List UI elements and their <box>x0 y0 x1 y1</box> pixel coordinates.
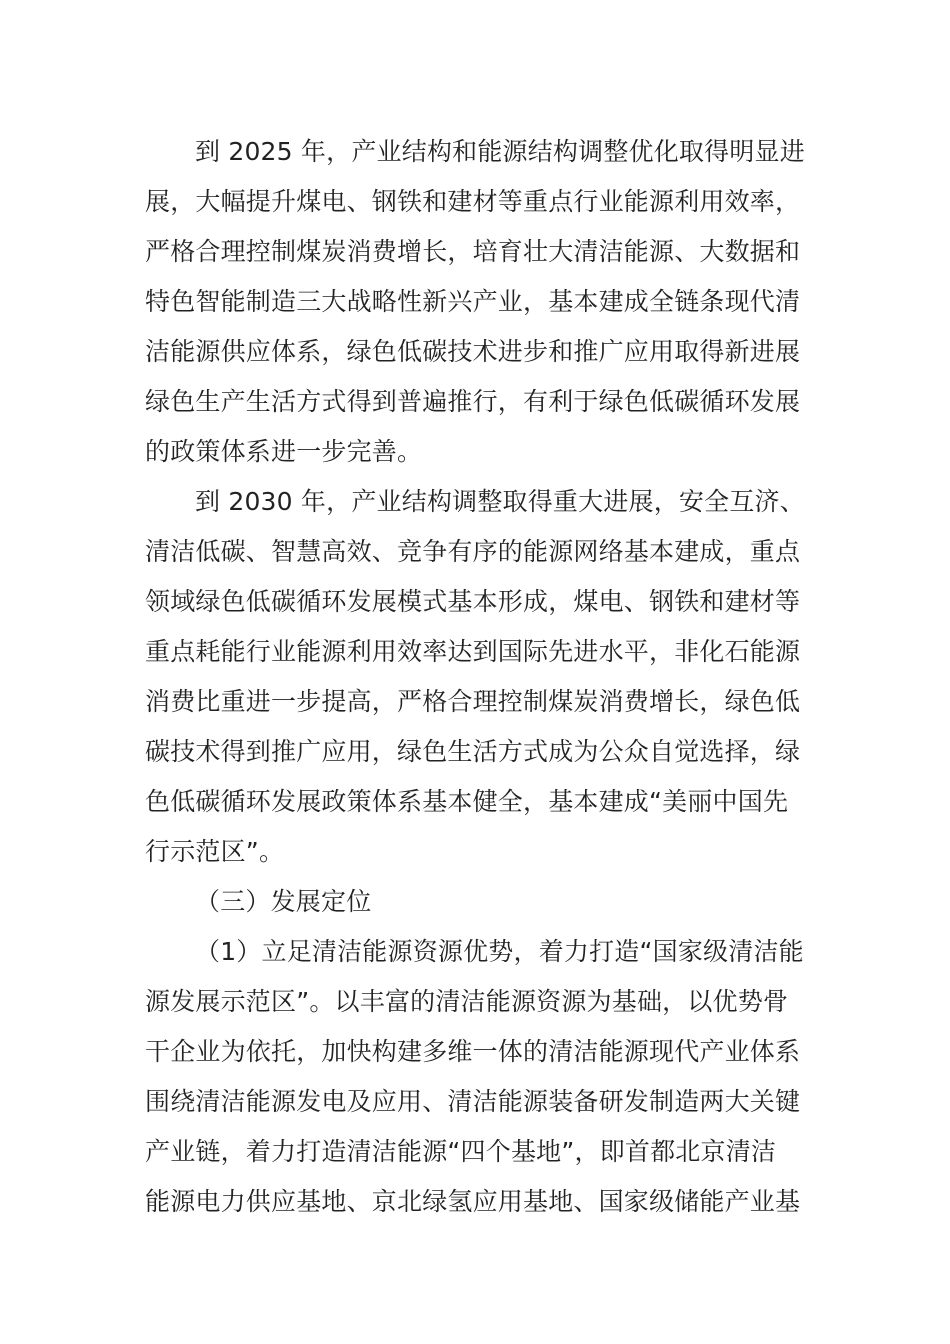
paragraph-1-line-5: 产业链，着力打造清洁能源“四个基地”，即首都北京清洁 <box>145 1137 777 1166</box>
paragraph-2030-line-2: 清洁低碳、智慧高效、竞争有序的能源网络基本建成，重点 <box>145 537 801 566</box>
paragraph-2030-line-5: 消费比重进一步提高，严格合理控制煤炭消费增长，绿色低 <box>145 687 801 716</box>
paragraph-2030-line-3: 领域绿色低碳循环发展模式基本形成，煤电、钢铁和建材等 <box>145 587 801 616</box>
paragraph-2025-line-2: 展，大幅提升煤电、钢铁和建材等重点行业能源利用效率， <box>145 187 801 216</box>
paragraph-2025-line-3: 严格合理控制煤炭消费增长，培育壮大清洁能源、大数据和 <box>145 237 801 266</box>
paragraph-2025-line-4: 特色智能制造三大战略性新兴产业，基本建成全链条现代清 <box>145 287 801 316</box>
paragraph-1-line-3: 干企业为依托，加快构建多维一体的清洁能源现代产业体系 <box>145 1037 801 1066</box>
paragraph-1-line-4: 围绕清洁能源发电及应用、清洁能源装备研发制造两大关键 <box>145 1087 801 1116</box>
paragraph-2030-line-7: 色低碳循环发展政策体系基本健全，基本建成“美丽中国先 <box>145 787 789 816</box>
paragraph-2030-line-8: 行示范区”。 <box>145 837 285 866</box>
paragraph-2030-line-6: 碳技术得到推广应用，绿色生活方式成为公众自觉选择，绿 <box>145 737 801 766</box>
paragraph-1-line-6: 能源电力供应基地、京北绿氢应用基地、国家级储能产业基 <box>145 1187 801 1216</box>
paragraph-1-line-1: （1）立足清洁能源资源优势，着力打造“国家级清洁能 <box>195 937 804 966</box>
paragraph-2025-line-7: 的政策体系进一步完善。 <box>145 437 423 466</box>
paragraph-1-line-2: 源发展示范区”。以丰富的清洁能源资源为基础，以优势骨 <box>145 987 789 1016</box>
section-heading-development-positioning: （三）发展定位 <box>195 887 372 916</box>
paragraph-2030-line-1: 到 2030 年，产业结构调整取得重大进展，安全互济、 <box>195 487 805 516</box>
paragraph-2025-line-1: 到 2025 年，产业结构和能源结构调整优化取得明显进 <box>195 137 805 166</box>
paragraph-2025-line-6: 绿色生产生活方式得到普遍推行，有利于绿色低碳循环发展 <box>145 387 801 416</box>
paragraph-2025-line-5: 洁能源供应体系，绿色低碳技术进步和推广应用取得新进展 <box>145 337 801 366</box>
paragraph-2030-line-4: 重点耗能行业能源利用效率达到国际先进水平，非化石能源 <box>145 637 801 666</box>
